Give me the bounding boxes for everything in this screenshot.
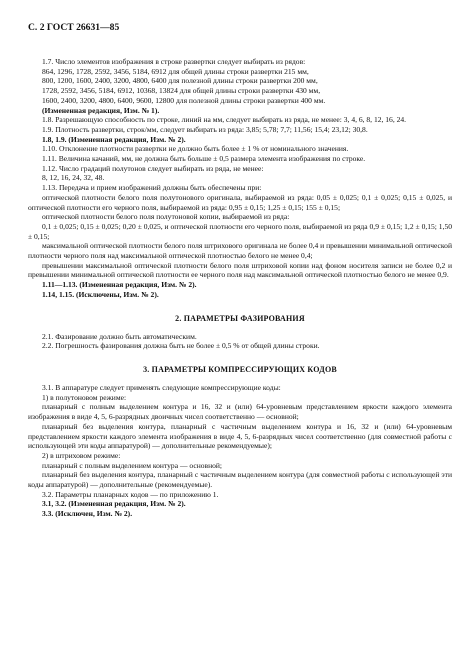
page-header: С. 2 ГОСТ 26631—85	[28, 22, 120, 33]
paragraph: 2.1. Фазирование должно быть автоматическим.	[42, 331, 197, 341]
paragraph: планарный без выделения контура, планарный с частичным выделением контура (для совместной работы с использующей эти коды аппаратурой) — дополнительные (рекомендуемые).	[28, 470, 452, 490]
paragraph: 3.1. В аппаратуре следует применять следующие компрессирующие коды:	[42, 382, 281, 392]
paragraph: планарный с полным выделением контура и 16, 32 и (или) 64-уровневым представлением яркости каждого элемента изображения в виде 4, 5, 6-разрядных двоичных чисел соответственно — основной;	[28, 402, 452, 422]
paragraph: 1.9. Плотность развертки, строк/мм, следует выбирать из ряда: 3,85; 5,78; 7,7; 11,56; 15,4; 23,12; 30,8.	[42, 124, 368, 134]
paragraph: 1600, 2400, 3200, 4800, 6400, 9600, 12800 для полезной длины строки развертки 400 мм.	[42, 95, 326, 105]
paragraph: 2.2. Погрешность фазирования должна быть не более ± 0,5 % от общей длины строки.	[42, 341, 320, 351]
section-2-title: 2. ПАРАМЕТРЫ ФАЗИРОВАНИЯ	[175, 313, 305, 323]
paragraph: превышении максимальной оптической плотности белого поля штриховой копии над фоном носителя записи не более 0,2 и превышении минимальной оптической плотности ее черного поля над максимальной оптической плотностью белого не менее 0,9.	[28, 260, 452, 280]
paragraph: 1.12. Число градаций полутонов следует выбирать из ряда, не менее:	[42, 163, 264, 173]
amendment-note: 3.1, 3.2. (Измененная редакция, Изм. № 2).	[42, 499, 186, 509]
paragraph: 8, 12, 16, 24, 32, 48.	[42, 173, 105, 183]
paragraph: 1728, 2592, 3456, 5184, 6912, 10368, 13824 для общей длины строки развертки 430 мм,	[42, 86, 321, 96]
paragraph: планарный без выделения контура, планарный с частичным выделением контура и 16, 32 и (или) 64-уровневым представлением яркости каждого элемента изображения в виде 4, 5, 6-разрядных чисел соответственно (для совместной работы с использующей эти коды аппаратурой) — дополнительные рекомендуемые);	[28, 421, 452, 451]
amendment-note: 3.3. (Исключен, Изм. № 2).	[42, 509, 133, 519]
amendment-note: 1.8, 1.9. (Измененная редакция, Изм. № 2).	[42, 134, 186, 144]
amendment-note: 1.14, 1.15. (Исключены, Изм. № 2).	[42, 289, 159, 299]
paragraph: 0,1 ± 0,025; 0,15 ± 0,025; 0,20 ± 0,025, и оптической плотности его черного поля, выбираемой из ряда 0,9 ± 0,15; 1,2 ± 0,15; 1,50 ± 0,15;	[28, 221, 452, 241]
section-3-body	[28, 383, 452, 519]
amendment-note: (Измененная редакция, Изм. № 1).	[42, 105, 160, 115]
paragraph: максимальной оптической плотности белого поля штрихового оригинала не более 0,4 и превышении минимальной оптической плотности черного поля над максимальной оптической плотностью белого не менее 0,4;	[28, 241, 452, 261]
section-1-continued	[28, 57, 452, 300]
paragraph: 1.10. Отклонение плотности развертки не должно быть более ± 1 % от номинального значения.	[42, 144, 349, 154]
paragraph: 3.2. Параметры планарных кодов — по приложению 1.	[42, 489, 219, 499]
paragraph: планарный с полным выделением контура — основной;	[42, 460, 223, 470]
paragraph: оптической плотности белого поля полутоновой копии, выбираемой из ряда:	[42, 212, 290, 222]
paragraph: 1.8. Разрешающую способность по строке, линий на мм, следует выбирать из ряда, не менее: 3, 4, 6, 8, 12, 16, 24.	[42, 115, 407, 125]
paragraph: 1.13. Передача и прием изображений должны быть обеспечены при:	[42, 183, 262, 193]
paragraph: оптической плотности белого поля полутонового оригинала, выбираемой из ряда: 0,05 ± 0,025; 0,1 ± 0,025; 0,15 ± 0,025, и оптической плотности его черного поля, выбираемой из ряда: 0,95 ± 0,15; 1,25 ± 0,15; 155 ± 0,15;	[28, 192, 452, 212]
section-3-title: 3. ПАРАМЕТРЫ КОМПРЕССИРУЮЩИХ КОДОВ	[143, 364, 337, 374]
paragraph: 800, 1200, 1600, 2400, 3200, 4800, 6400 для полезной длины строки развертки 200 мм,	[42, 76, 318, 86]
paragraph: 2) в штриховом режиме:	[42, 450, 121, 460]
section-2-body	[28, 332, 452, 351]
paragraph: 1) в полутоновом режиме:	[42, 392, 127, 402]
paragraph: 864, 1296, 1728, 2592, 3456, 5184, 6912 для общей длины строки развертки 215 мм,	[42, 66, 309, 76]
paragraph: 1.7. Число элементов изображения в строке развертки следует выбирать из рядов:	[42, 57, 306, 66]
amendment-note: 1.11—1.13. (Измененная редакция, Изм. № 2).	[42, 280, 197, 290]
paragraph: 1.11. Величина качаний, мм, не должна быть больше ± 0,5 размера элемента изображения по строке.	[42, 154, 366, 164]
